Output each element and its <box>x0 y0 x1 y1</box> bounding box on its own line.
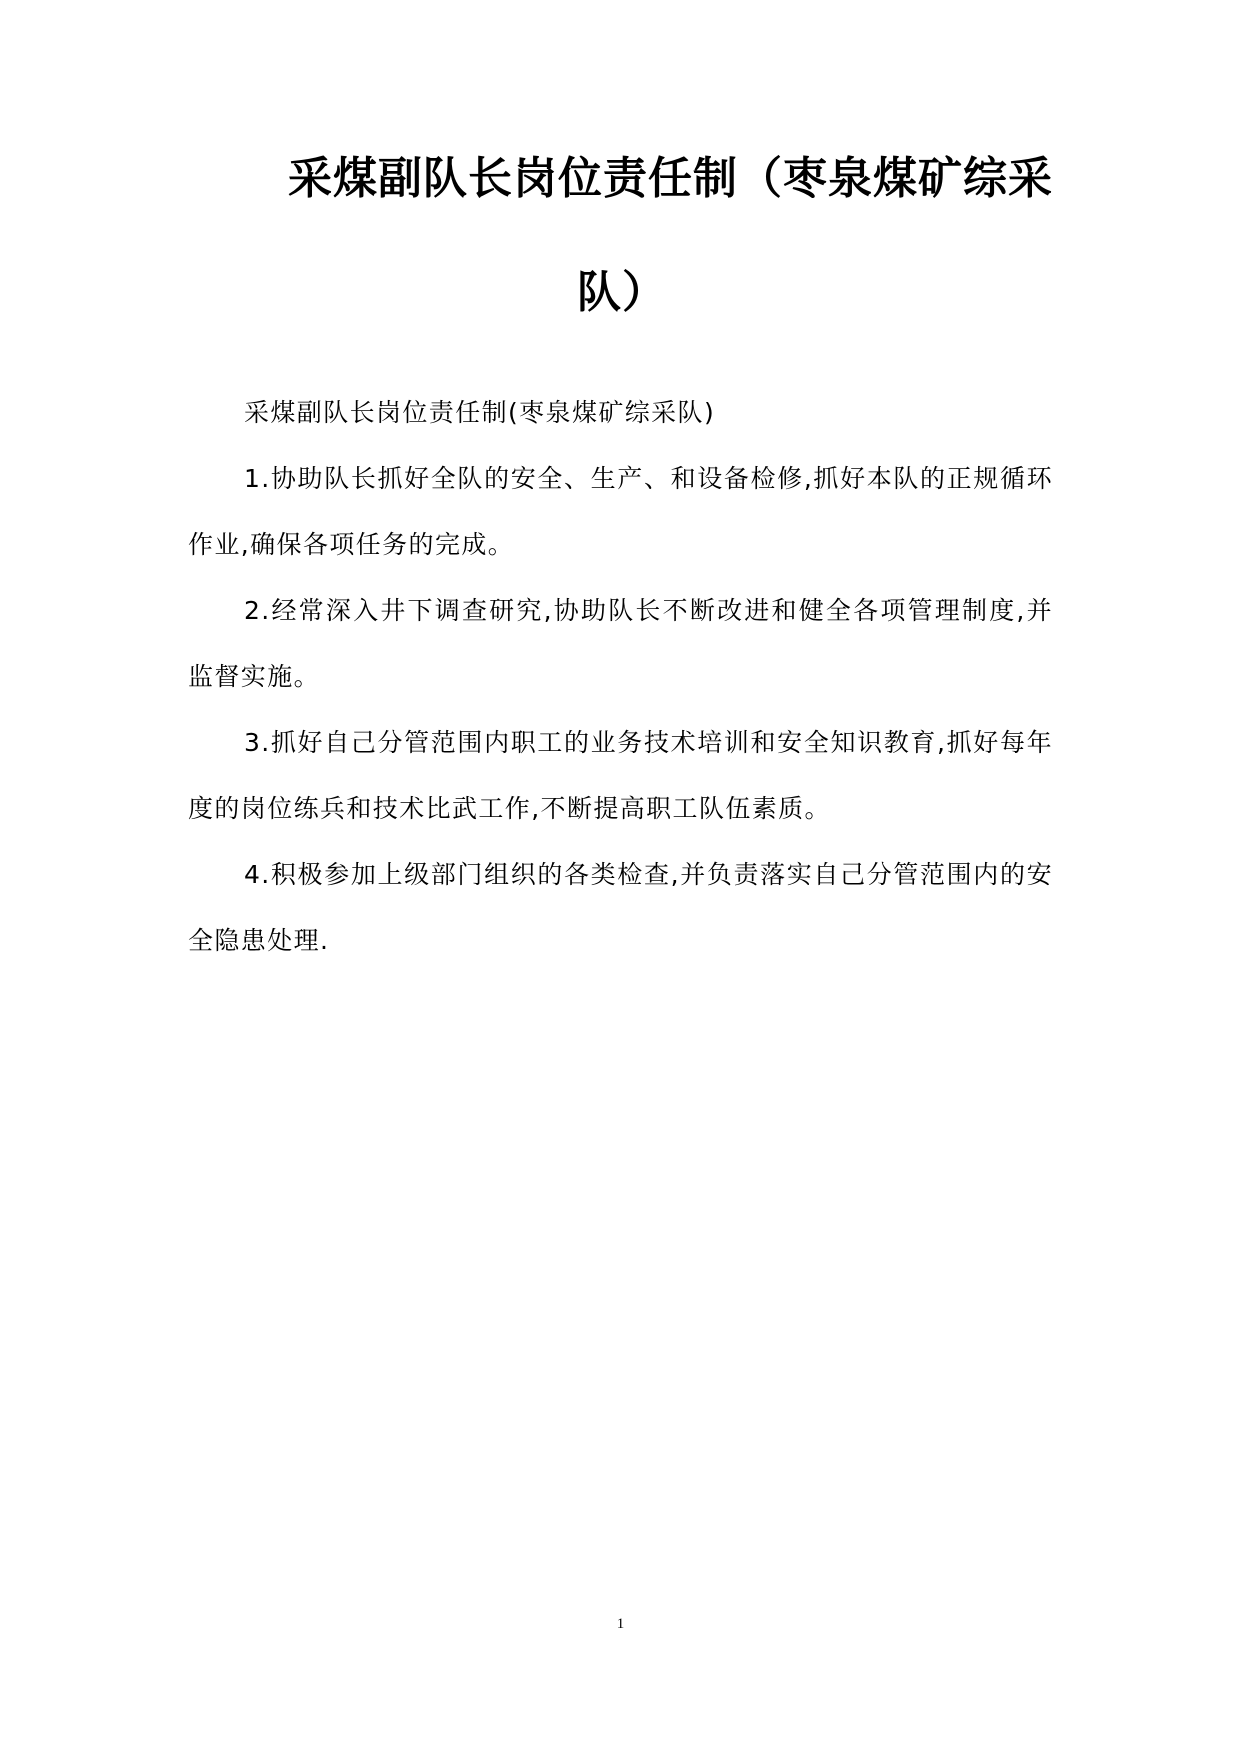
paragraph-item-3: 3.抓好自己分管范围内职工的业务技术培训和安全知识教育,抓好每年度的岗位练兵和技术比武工作,不断提高职工队伍素质。 <box>188 728 1053 823</box>
paragraph-subtitle: 采煤副队长岗位责任制(枣泉煤矿综采队) <box>244 398 716 427</box>
paragraph-item-1: 1.协助队长抓好全队的安全、生产、和设备检修,抓好本队的正规循环作业,确保各项任务的完成。 <box>188 464 1053 559</box>
paragraph-item-2: 2.经常深入井下调查研究,协助队长不断改进和健全各项管理制度,并监督实施。 <box>188 596 1053 691</box>
paragraph-item-4: 4.积极参加上级部门组织的各类检查,并负责落实自己分管范围内的安全隐患处理. <box>188 860 1053 955</box>
document-body <box>188 380 1053 974</box>
page-number: 1 <box>616 1616 625 1632</box>
document-title-line-1: 采煤副队长岗位责任制（枣泉煤矿综采 <box>288 153 1053 204</box>
document-title-line-2: 队） <box>577 267 667 318</box>
